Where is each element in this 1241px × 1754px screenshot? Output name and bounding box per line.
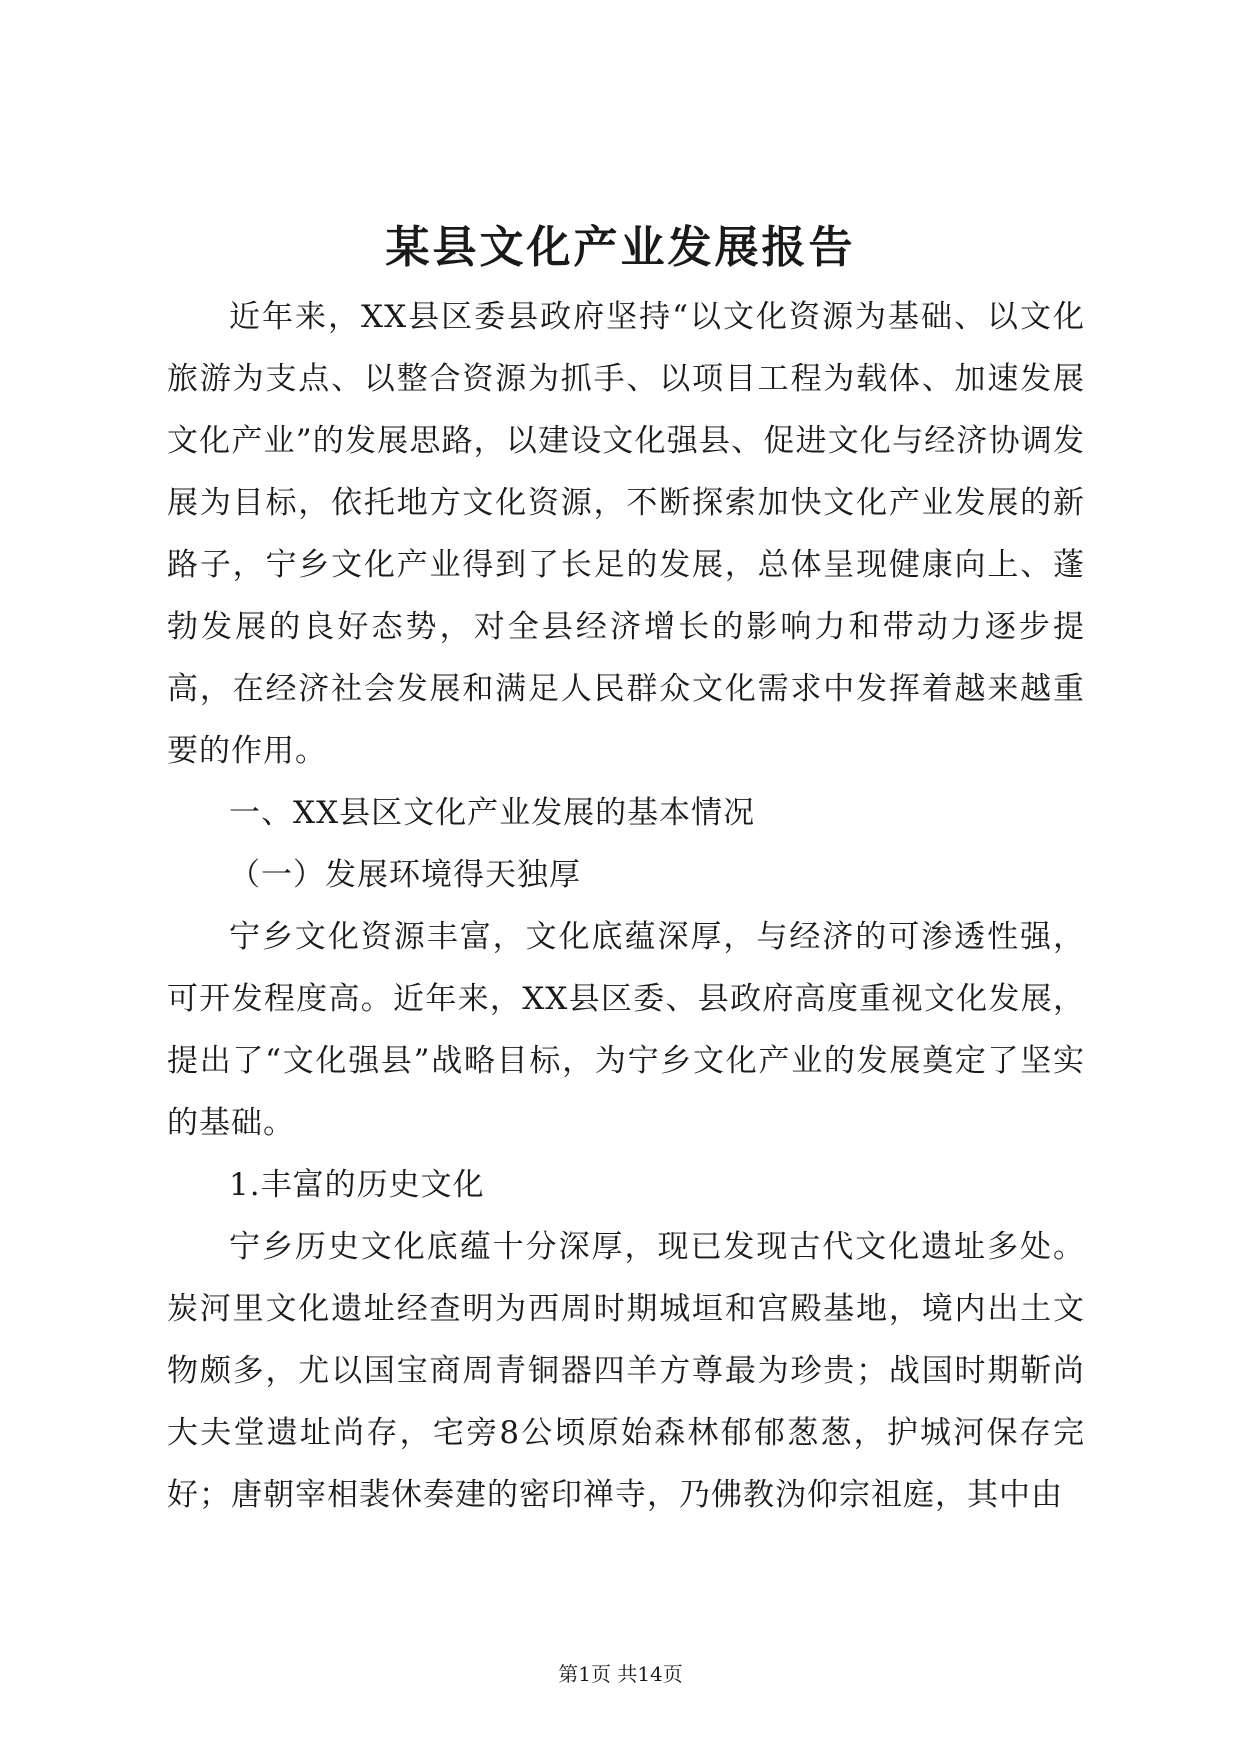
environment-paragraph: 宁乡文化资源丰富，文化底蕴深厚，与经济的可渗透性强，可开发程度高。近年来，XX县区委、县政府高度重视文化发展，提出了“文化强县”战略目标，为宁乡文化产业的发展奠定了坚实的基础。: [167, 919, 1085, 1141]
document-title: 某县文化产业发展报告: [385, 222, 856, 273]
history-paragraph: 宁乡历史文化底蕴十分深厚，现已发现古代文化遗址多处。炭河里文化遗址经查明为西周时期城垣和宫殿基地，境内出土文物颇多，尤以国宝商周青铜器四羊方尊最为珍贵；战国时期靳尚大夫堂遗址尚存，宅旁8公顷原始森林郁郁葱葱，护城河保存完好；唐朝宰相裴休奏建的密印禅寺，乃佛教沩仰宗祖庭，其中由: [167, 1229, 1085, 1513]
intro-paragraph: 近年来，XX县区委县政府坚持“以文化资源为基础、以文化旅游为支点、以整合资源为抓手、以项目工程为载体、加速发展文化产业”的发展思路，以建设文化强县、促进文化与经济协调发展为目标，依托地方文化资源，不断探索加快文化产业发展的新路子，宁乡文化产业得到了长足的发展，总体呈现健康向上、蓬勃发展的良好态势，对全县经济增长的影响力和带动力逐步提高，在经济社会发展和满足人民群众文化需求中发挥着越来越重要的作用。: [167, 299, 1085, 769]
subsection-heading-1: （一）发展环境得天独厚: [229, 857, 581, 893]
section-heading-1: 一、XX县区文化产业发展的基本情况: [229, 795, 756, 831]
page-number-footer: 第1页 共14页: [558, 1662, 683, 1686]
document-body: [167, 286, 1085, 1526]
item-heading-1: 1.丰富的历史文化: [229, 1167, 485, 1203]
